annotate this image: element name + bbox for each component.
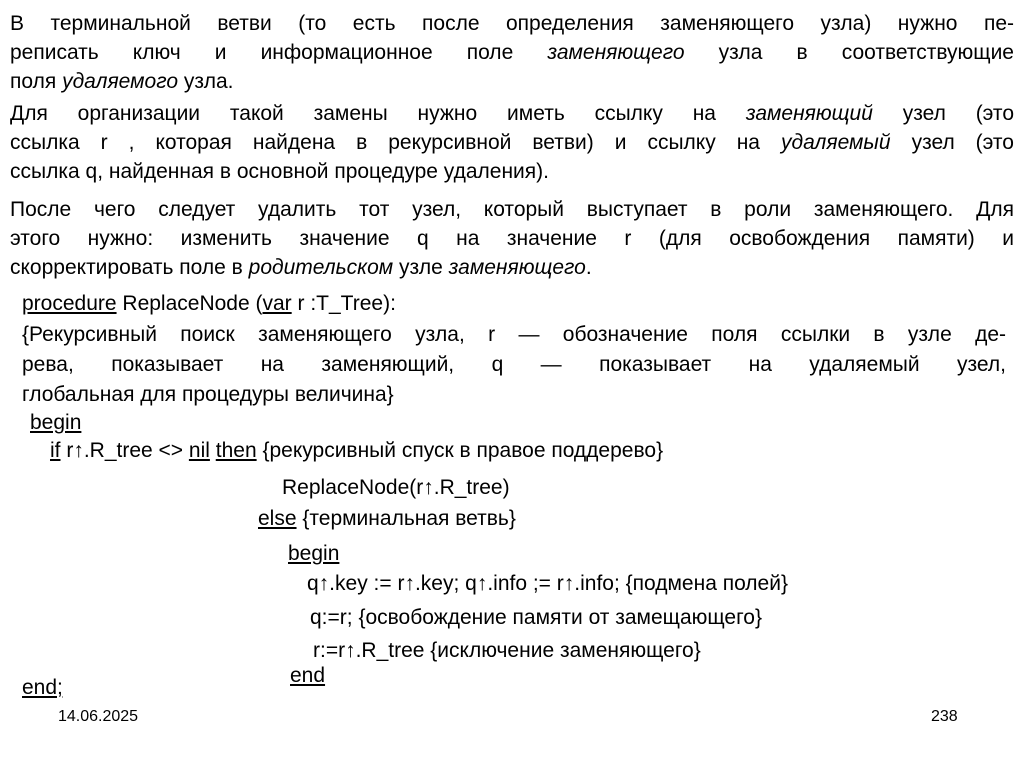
- footer-date: 14.06.2025: [58, 708, 139, 725]
- text-line: В терминальной ветви (то есть после определения заменяющего узла) нужно пе-: [10, 12, 1014, 35]
- text-line: этого нужно: изменить значение q на значение r (для освобождения памяти) и: [10, 227, 1014, 250]
- procedure-name: ReplaceNode (: [116, 292, 263, 315]
- keyword-end: end: [290, 664, 326, 687]
- text-line: [10, 67, 1014, 96]
- text-line: ссылка q, найденная в основной процедуре удаления).: [10, 160, 549, 183]
- text-line: [10, 99, 1014, 128]
- text-fragment: узла.: [178, 70, 234, 93]
- emphasis-text: удаляемый: [780, 131, 891, 154]
- paragraph-delete-node: [10, 195, 1014, 282]
- text-fragment: узел (это: [890, 131, 1014, 154]
- procedure-header: [22, 290, 396, 318]
- statement-exclude-node: r:=r↑.R_tree {исключение заменяющего}: [313, 639, 701, 662]
- keyword-begin: begin: [288, 542, 340, 565]
- keyword-begin: begin: [30, 411, 82, 434]
- paragraph-replacement-links: [10, 99, 1014, 186]
- keyword-nil: nil: [188, 439, 210, 462]
- text-fragment: поля: [10, 70, 63, 93]
- comment-line: глобальная для процедуры величина}: [22, 383, 394, 406]
- emphasis-text: заменяющий: [745, 102, 873, 125]
- recursive-call: ReplaceNode(r↑.R_tree): [282, 476, 510, 499]
- text-line: После чего следует удалить тот узел, который выступает в роли заменяющего. Для: [10, 198, 1014, 221]
- keyword-var: var: [262, 292, 292, 315]
- then-comment: {рекурсивный спуск в правое поддерево}: [256, 439, 664, 462]
- condition: r↑.R_tree <>: [60, 439, 189, 462]
- text-fragment: скорректировать поле в: [10, 256, 249, 279]
- keyword-else: else: [258, 507, 297, 530]
- keyword-then: then: [215, 439, 257, 462]
- keyword-procedure: procedure: [22, 292, 117, 315]
- text-fragment: узле: [393, 256, 449, 279]
- statement-free-memory: q:=r; {освобождение памяти от замещающего}: [310, 606, 762, 629]
- text-fragment: .: [585, 256, 592, 279]
- text-line: [10, 128, 1014, 157]
- if-statement: [50, 437, 663, 465]
- text-line: [10, 253, 1014, 282]
- text-fragment: Для организации такой замены нужно иметь ссылку на: [10, 102, 746, 125]
- text-fragment: узла в соответствующие: [684, 41, 1014, 64]
- keyword-if: if: [50, 439, 61, 462]
- comment-line: рева, показывает на заменяющий, q — показывает на удаляемый узел,: [22, 353, 1006, 376]
- emphasis-text: родительском: [248, 256, 394, 279]
- procedure-comment: [22, 320, 1006, 410]
- text-fragment: узел (это: [872, 102, 1014, 125]
- emphasis-text: удаляемого: [62, 70, 178, 93]
- else-comment: {терминальная ветвь}: [296, 507, 516, 530]
- keyword-end-procedure: end;: [22, 676, 63, 699]
- comment-line: {Рекурсивный поиск заменяющего узла, r — обозначение поля ссылки в узле де-: [22, 323, 1006, 346]
- text-fragment: ссылка r , которая найдена в рекурсивной ветви) и ссылку на: [10, 131, 781, 154]
- emphasis-text: заменяющего: [448, 256, 586, 279]
- statement-swap-fields: q↑.key := r↑.key; q↑.info ;= r↑.info; {подмена полей}: [307, 572, 788, 595]
- procedure-params: r :T_Tree):: [291, 292, 396, 315]
- paragraph-terminal-branch: [10, 9, 1014, 96]
- else-branch: [258, 505, 516, 533]
- text-fragment: реписать ключ и информационное поле: [10, 41, 548, 64]
- emphasis-text: заменяющего: [547, 41, 685, 64]
- text-line: [10, 38, 1014, 67]
- page-number: 238: [931, 708, 958, 725]
